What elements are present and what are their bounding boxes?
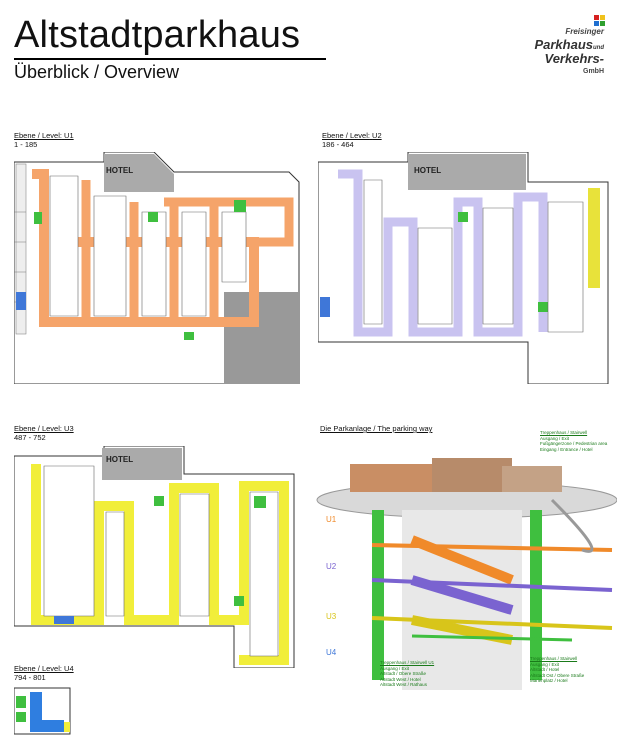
level-u3-label: Ebene / Level: U3 487 - 752 (14, 424, 74, 442)
level-u2-plan (318, 152, 613, 384)
legend-top: Treppenhaus / Stairwell Ausgang / Exit Fußgängerzone / Pedestrian area Eingang / Entrance / Hotel (540, 430, 608, 452)
floor-label-u4: U4 (326, 648, 337, 657)
level-u4-label: Ebene / Level: U4 794 - 801 (14, 664, 74, 682)
floor-label-u1: U1 (326, 515, 337, 524)
logo-line-3: Verkehrs- (544, 51, 604, 66)
page-subtitle: Überblick / Overview (14, 62, 180, 82)
level-u1-plan (14, 152, 304, 384)
floor-label-u2: U2 (326, 562, 337, 571)
level-u2-label: Ebene / Level: U2 186 - 464 (322, 131, 382, 149)
level-u1-label: Ebene / Level: U1 1 - 185 (14, 131, 74, 149)
level-u2-hotel: HOTEL (414, 166, 442, 175)
parking-way-heading: Die Parkanlage / The parking way (320, 424, 433, 433)
logo-line-2: Parkhausund (534, 37, 604, 52)
logo-line-1: Freisinger (565, 27, 604, 36)
legend-bottom-left: Treppenhaus / Stairwell U1 Ausgang / Exit Altstadt / Obere Straße Altstadt West / Hotel Altstadt West / Rathaus (380, 660, 435, 687)
logo-square-red (594, 15, 599, 20)
logo-square-yellow (600, 15, 605, 20)
logo-square-green (600, 21, 605, 26)
legend-bottom-right: Treppenhaus / Stairwell Ausgang / Exit Altstadt / Hotel Altstadt Ost / Obere Straße Marienplatz / Hotel (530, 656, 585, 683)
level-u4-plan (14, 686, 74, 736)
level-u3-plan (14, 446, 304, 668)
page-title: Altstadtparkhaus (14, 14, 301, 56)
level-u1-hotel: HOTEL (106, 166, 134, 175)
company-logo (518, 15, 608, 77)
logo-square-blue (594, 21, 599, 26)
level-u3-hotel: HOTEL (106, 455, 134, 464)
floor-label-u3: U3 (326, 612, 337, 621)
title-divider (14, 58, 326, 60)
logo-line-4: GmbH (583, 68, 604, 75)
